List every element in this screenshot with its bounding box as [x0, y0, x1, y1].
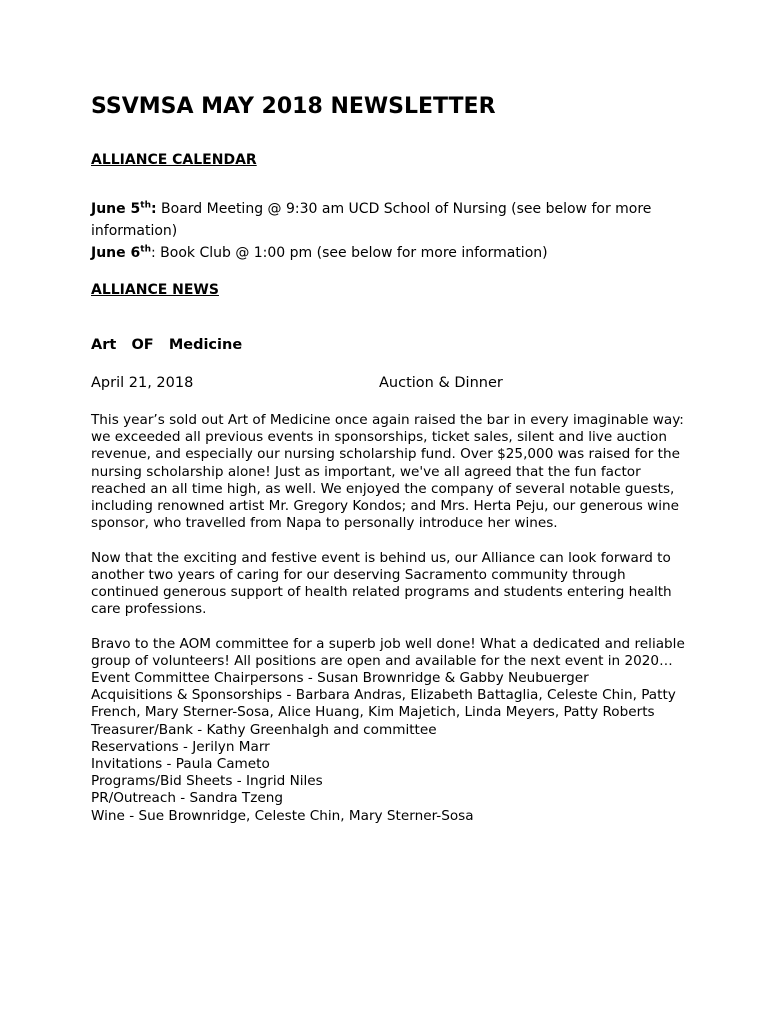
- calendar-item-date-suffix: th: [140, 200, 151, 211]
- committee-item: Reservations - Jerilyn Marr: [91, 738, 270, 755]
- article-paragraph: Now that the exciting and festive event is behind us, our Alliance can look forward to another two years of caring for our deserving Sacramento community through continued generous support of health related programs and students entering health care professions.: [91, 549, 672, 618]
- event-title: Art OF Medicine: [91, 337, 243, 353]
- committee-item: Wine - Sue Brownridge, Celeste Chin, Mary Sterner-Sosa: [91, 807, 474, 824]
- calendar-item-text: : Book Club @ 1:00 pm (see below for more information): [150, 245, 548, 261]
- committee-item: Programs/Bid Sheets - Ingrid Niles: [91, 773, 323, 790]
- committee-item: Treasurer/Bank - Kathy Greenhalgh and committee: [91, 721, 437, 738]
- calendar-heading: ALLIANCE CALENDAR: [91, 152, 257, 168]
- calendar-item-date: June 6: [91, 245, 141, 261]
- committee-item: Event Committee Chairpersons - Susan Brownridge & Gabby Neubuerger: [91, 670, 589, 687]
- calendar-item-text: Board Meeting @ 9:30 am UCD School of Nursing (see below for more information): [91, 201, 652, 239]
- event-meta: [91, 375, 503, 391]
- committee-item: PR/Outreach - Sandra Tzeng: [91, 790, 283, 807]
- newsletter-title: SSVMSA MAY 2018 NEWSLETTER: [91, 94, 496, 119]
- news-heading: ALLIANCE NEWS: [91, 282, 219, 298]
- event-date: April 21, 2018: [91, 375, 194, 391]
- calendar-item-date: June 5: [91, 201, 141, 217]
- calendar-item-date-suffix: th: [140, 244, 151, 255]
- article-paragraph: Bravo to the AOM committee for a superb job well done! What a dedicated and reliable group of volunteers! All positions are open and available for the next event in 2020…: [91, 635, 685, 669]
- calendar-item: June 5th: Board Meeting @ 9:30 am UCD School of Nursing (see below for more information): [91, 200, 652, 239]
- committee-list: [91, 670, 691, 825]
- article-paragraph: This year’s sold out Art of Medicine once again raised the bar in every imaginable way: we exceeded all previous events in sponsorships, ticket sales, silent and live auction revenue, and especially our nursing scholarship fund. Over $25,000 was raised for the nursing scholarship alone! Just as important, we've all agreed that the fun factor reached an all time high, as well. We enjoyed the company of several notable guests, including renowned artist Mr. Gregory Kondos; and Mrs. Herta Peju, our generous wine sponsor, who travelled from Napa to personally introduce her wines.: [91, 412, 684, 532]
- committee-item: Acquisitions & Sponsorships - Barbara Andras, Elizabeth Battaglia, Celeste Chin, Patty French, Mary Sterner-Sosa, Alice Huang, Kim Majetich, Linda Meyers, Patty Roberts: [91, 687, 676, 721]
- calendar-list: [91, 198, 681, 264]
- calendar-item: [91, 242, 681, 264]
- article-body: [91, 412, 691, 825]
- event-type: Auction & Dinner: [379, 375, 503, 391]
- committee-item: Invitations - Paula Cameto: [91, 756, 270, 773]
